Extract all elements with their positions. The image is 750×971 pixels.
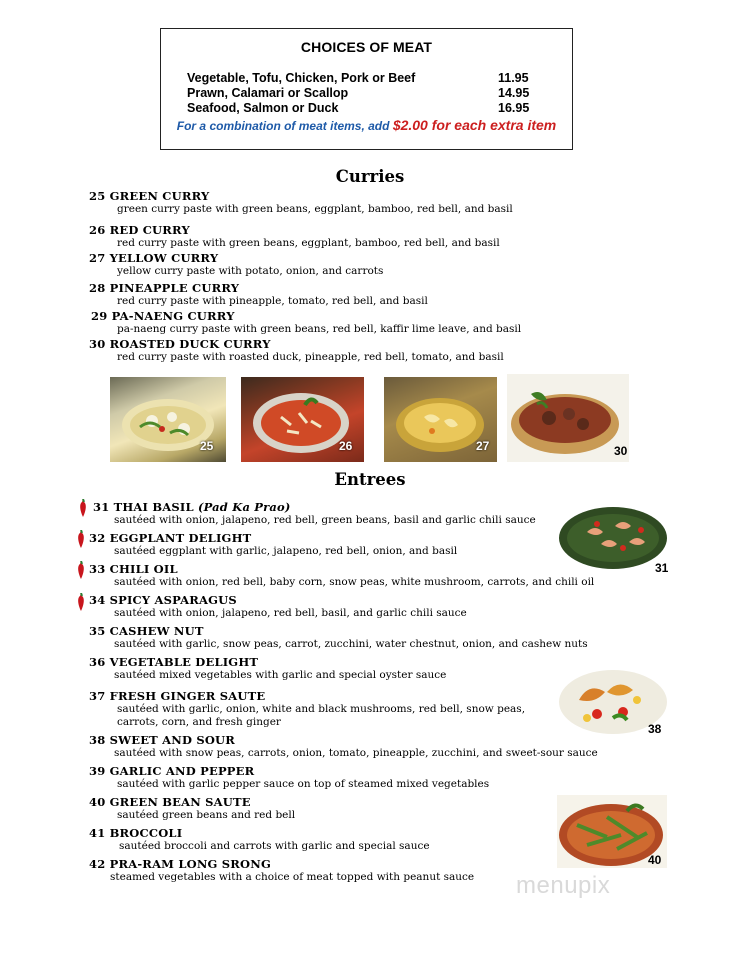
menu-item-desc: sautéed with snow peas, carrots, onion, tomato, pineapple, zucchini, and sweet-sour sauce	[114, 747, 598, 759]
menu-item-desc: sautéed mixed vegetables with garlic and special oyster sauce	[114, 669, 447, 681]
menu-item-title: 34 SPICY ASPARAGUS	[89, 593, 237, 607]
photo-number: 30	[614, 444, 628, 458]
meat-row-price: 11.95	[498, 71, 529, 85]
section-title-entrees: Entrees	[334, 470, 406, 489]
menu-item-title: 40 GREEN BEAN SAUTE	[89, 795, 251, 809]
menu-item-title-text: 31 THAI BASIL	[93, 500, 194, 514]
menu-item-desc: sautéed eggplant with garlic, jalapeno, red bell, onion, and basil	[114, 545, 458, 557]
menu-item-title: 42 PRA-RAM LONG SRONG	[89, 857, 271, 871]
menu-item-title: 41 BROCCOLI	[89, 826, 183, 840]
menu-item-desc: yellow curry paste with potato, onion, and carrots	[117, 265, 384, 277]
menu-item-title: 37 FRESH GINGER SAUTE	[89, 689, 266, 703]
chili-icon	[78, 499, 88, 517]
thai-basil-dish-art	[557, 502, 670, 572]
meat-row-label: Prawn, Calamari or Scallop	[187, 86, 349, 100]
menu-item-title: 38 SWEET AND SOUR	[89, 733, 236, 747]
menu-item-title: 28 PINEAPPLE CURRY	[89, 281, 240, 295]
menu-item-desc: sautéed with garlic, onion, white and black mushrooms, red bell, snow peas,	[117, 703, 526, 715]
photo-number: 27	[476, 439, 490, 453]
menu-item-title: 27 YELLOW CURRY	[89, 251, 219, 265]
menu-item-desc: sautéed with garlic, snow peas, carrot, zucchini, water chestnut, onion, and cashew nuts	[114, 638, 588, 650]
meat-row-price: 16.95	[498, 101, 530, 115]
menu-item-desc: sautéed with onion, jalapeno, red bell, basil, and garlic chili sauce	[114, 607, 467, 619]
menu-item-desc: red curry paste with roasted duck, pineapple, red bell, tomato, and basil	[117, 351, 504, 363]
yellow-curry-photo	[384, 377, 497, 462]
chili-icon	[76, 561, 86, 579]
green-bean-photo	[557, 795, 667, 868]
meat-row-price: 14.95	[498, 86, 530, 100]
menu-item-desc-continued: carrots, corn, and fresh ginger	[117, 716, 281, 728]
menu-item-title: 26 RED CURRY	[89, 223, 190, 237]
menu-item-desc: green curry paste with green beans, eggplant, bamboo, red bell, and basil	[117, 203, 513, 215]
chili-icon	[76, 530, 86, 548]
menu-item-desc: pa-naeng curry paste with green beans, red bell, kaffir lime leave, and basil	[117, 323, 522, 335]
photo-number: 40	[648, 853, 662, 867]
menu-item-desc: red curry paste with pineapple, tomato, red bell, and basil	[117, 295, 428, 307]
section-title-curries: Curries	[335, 167, 405, 186]
menu-item-title: 35 CASHEW NUT	[89, 624, 204, 638]
photo-number: 31	[655, 561, 669, 575]
combo-note-text: For a combination of meat items, add	[176, 119, 390, 133]
roasted-duck-curry-photo	[507, 374, 629, 462]
sweet-sour-photo	[557, 662, 670, 736]
meat-choices-title: CHOICES OF MEAT	[300, 39, 433, 55]
menu-item-desc: sautéed with onion, jalapeno, red bell, green beans, basil and garlic chili sauce	[114, 514, 536, 526]
menu-item-title: 32 EGGPLANT DELIGHT	[89, 531, 252, 545]
combo-note	[161, 117, 572, 133]
menu-item-subtitle: (Pad Ka Prao)	[197, 500, 291, 514]
menu-item-title: 29 PA-NAENG CURRY	[91, 309, 235, 323]
menu-item-title: 33 CHILI OIL	[89, 562, 178, 576]
menu-item-title	[93, 500, 291, 514]
menu-item-desc: sautéed broccoli and carrots with garlic and special sauce	[119, 840, 430, 852]
meat-row-label: Seafood, Salmon or Duck	[187, 101, 339, 115]
roasted-duck-curry-dish-art	[507, 374, 629, 462]
menu-item-desc: red curry paste with green beans, eggplant, bamboo, red bell, and basil	[117, 237, 500, 249]
thai-basil-photo	[557, 502, 670, 572]
photo-number: 25	[200, 439, 214, 453]
menu-item-title: 25 GREEN CURRY	[89, 189, 210, 203]
green-curry-photo	[110, 377, 226, 462]
red-curry-photo	[241, 377, 364, 462]
combo-note-price: $2.00 for each extra item	[392, 117, 557, 133]
menu-item-title: 30 ROASTED DUCK CURRY	[89, 337, 271, 351]
menu-item-desc: sautéed with garlic pepper sauce on top of steamed mixed vegetables	[117, 778, 490, 790]
meat-row-label: Vegetable, Tofu, Chicken, Pork or Beef	[187, 71, 416, 85]
photo-number: 26	[339, 439, 353, 453]
menu-item-desc: sautéed with onion, red bell, baby corn, snow peas, white mushroom, carrots, and chili oil	[114, 576, 595, 588]
menu-item-desc: sautéed green beans and red bell	[117, 809, 296, 821]
menu-item-desc: steamed vegetables with a choice of meat topped with peanut sauce	[110, 871, 475, 883]
meat-choices-box	[160, 28, 573, 150]
photo-number: 38	[648, 722, 662, 736]
watermark: menupix	[516, 872, 611, 899]
menu-item-title: 39 GARLIC AND PEPPER	[89, 764, 255, 778]
chili-icon	[76, 593, 86, 611]
menu-item-title: 36 VEGETABLE DELIGHT	[89, 655, 259, 669]
